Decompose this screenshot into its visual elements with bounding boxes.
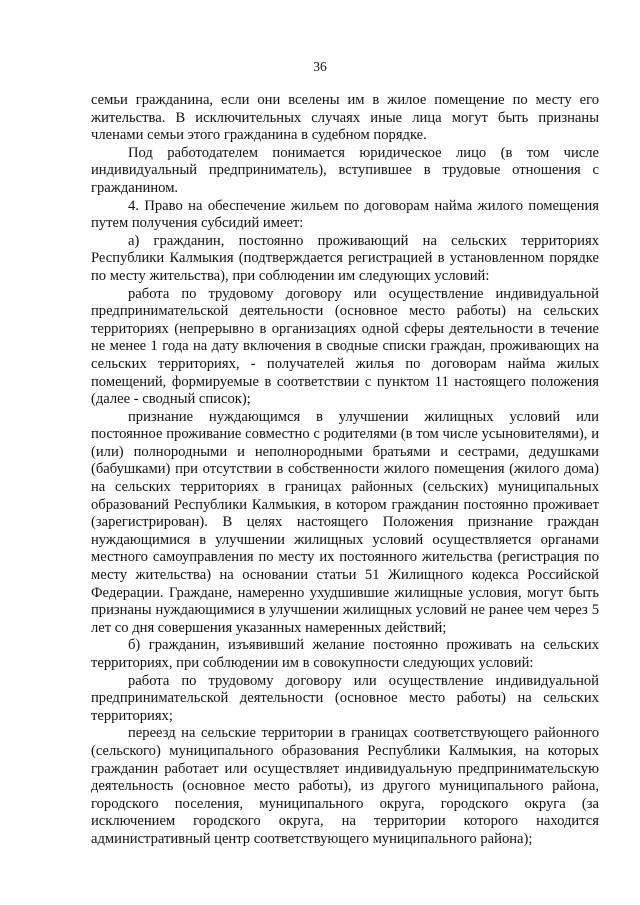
paragraph: признание нуждающимся в улучшении жилищных условий или постоянное проживание совместно с родителями (в том числе усыновителями), и (или) полнородными и неполнородными братьями и сестрами, дедушками (бабушками) при отсутствии в собственности жилого помещения (жилого дома) на сельских территориях в границах районных (сельских) муниципальных образований Республики Калмыкия, в котором гражданин постоянно проживает (зарегистрирован). В целях настоящего Положения признание граждан нуждающимися в улучшении жилищных условий осуществляется органами местного самоуправления по месту их постоянного жительства (регистрация по месту жительства) на основании статьи 51 Жилищного кодекса Российской Федерации. Граждане, намеренно ухудшившие жилищные условия, могут быть признаны нуждающимися в улучшении жилищных условий не ранее чем через 5 лет со дня совершения указанных намеренных действий;	[91, 408, 599, 636]
document-body	[91, 92, 599, 849]
paragraph: а) гражданин, постоянно проживающий на сельских территориях Республики Калмыкия (подтверждается регистрацией в установленном порядке по месту жительства), при соблюдении им следующих условий:	[91, 232, 599, 284]
paragraph: Под работодателем понимается юридическое лицо (в том числе индивидуальный предприниматель), вступившее в трудовые отношения с гражданином.	[91, 144, 599, 196]
paragraph: работа по трудовому договору или осуществление индивидуальной предпринимательской деятельности (основное место работы) на сельских территориях (непрерывно в организациях одной сферы деятельности в течение не менее 1 года на дату включения в сводные списки граждан, проживающих на сельских территориях, - получателей жилья по договорам найма жилых помещений, формируемые в соответствии с пунктом 11 настоящего положения (далее - сводный список);	[91, 285, 599, 408]
paragraph: 4. Право на обеспечение жильем по договорам найма жилого помещения путем получения субсидий имеет:	[91, 197, 599, 232]
paragraph: переезд на сельские территории в границах соответствующего районного (сельского) муниципального образования Республики Калмыкия, на которых гражданин работает или осуществляет индивидуальную предпринимательскую деятельность (основное место работы), из другого муниципального района, городского поселения, муниципального округа, городского округа (за исключением городского округа, на территории которого находится административный центр соответствующего муниципального района);	[91, 725, 599, 847]
paragraph: б) гражданин, изъявивший желание постоянно проживать на сельских территориях, при соблюдении им в совокупности следующих условий:	[91, 637, 599, 671]
page-number: 36	[313, 59, 327, 74]
paragraph: работа по трудовому договору или осуществление индивидуальной предпринимательской деятельности (основное место работы) на сельских территориях;	[91, 672, 599, 724]
paragraph: семьи гражданина, если они вселены им в жилое помещение по месту его жительства. В исключительных случаях иные лица могут быть признаны членами семьи этого гражданина в судебном порядке.	[91, 92, 599, 144]
